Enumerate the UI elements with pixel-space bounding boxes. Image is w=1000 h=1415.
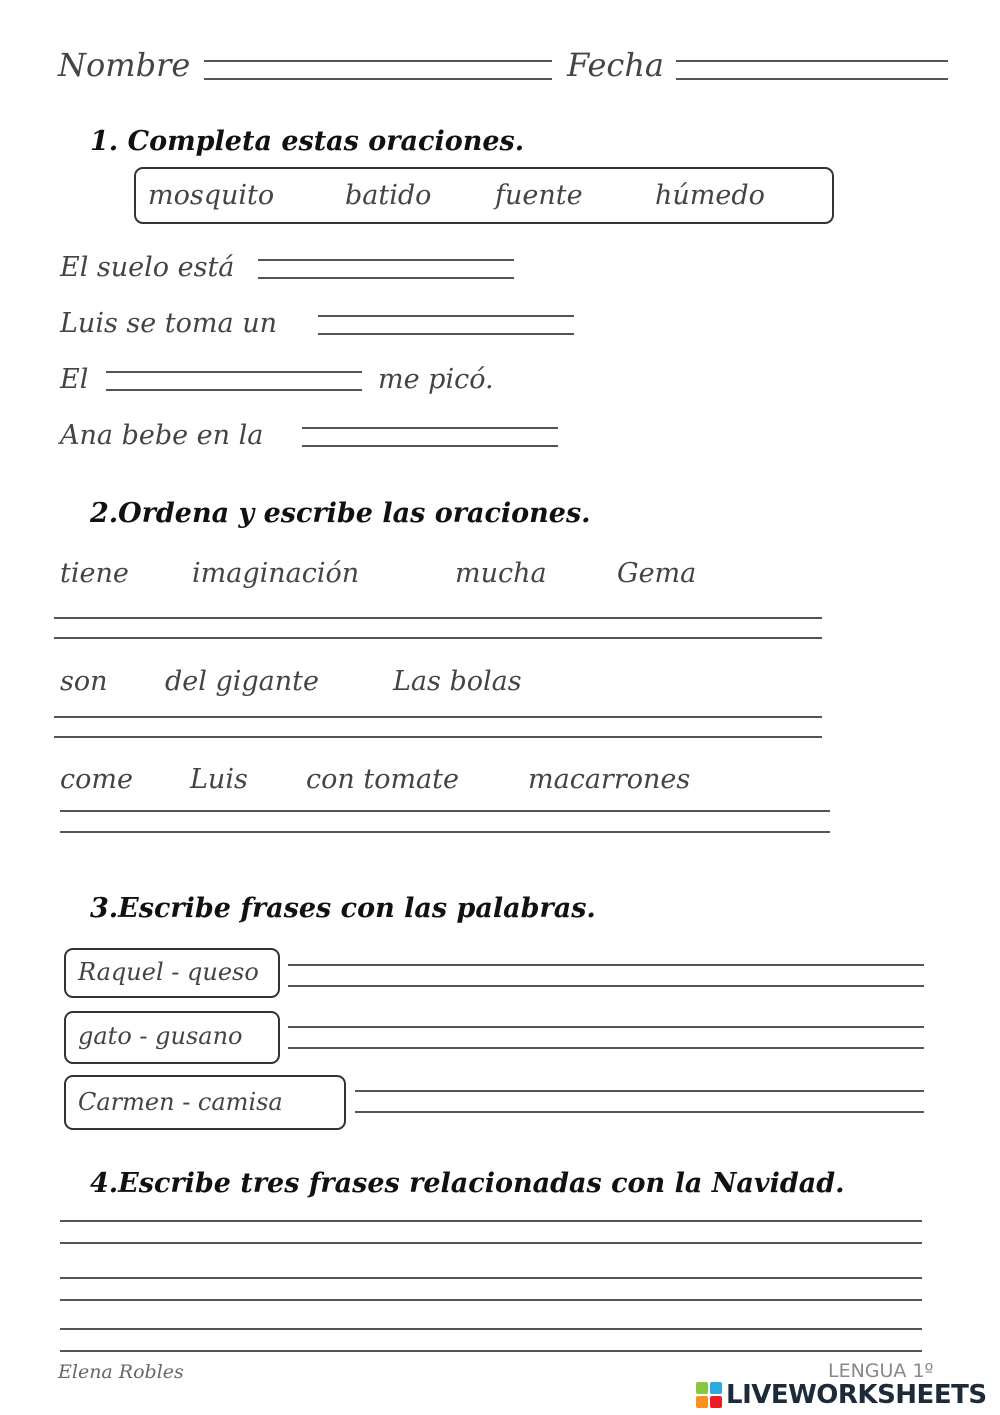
section1-title: 1. Completa estas oraciones.: [90, 126, 525, 157]
sentence-1-answer-line[interactable]: [258, 277, 514, 279]
subject-label: LENGUA 1º: [828, 1360, 934, 1382]
date-line-bottom[interactable]: [676, 78, 948, 80]
scrambled-word: son: [60, 666, 108, 697]
liveworksheets-icon: [696, 1382, 722, 1408]
word-bank-item: mosquito: [148, 180, 275, 211]
sentence-2-answer-line[interactable]: [318, 333, 574, 335]
order-2-line-top: [54, 716, 822, 718]
section2-title: 2.Ordena y escribe las oraciones.: [90, 498, 591, 529]
liveworksheets-brand: LIVEWORKSHEETS: [726, 1380, 987, 1410]
scrambled-word: Gema: [617, 558, 697, 589]
section3-title: 3.Escribe frases con las palabras.: [90, 893, 596, 924]
sentence-3-answer-line[interactable]: [106, 389, 362, 391]
scrambled-word: tiene: [60, 558, 129, 589]
sentence-4-answer-line[interactable]: [302, 445, 558, 447]
scrambled-word: mucha: [455, 558, 547, 589]
name-line-bottom[interactable]: [204, 78, 552, 80]
pair-3-line-top: [355, 1090, 924, 1092]
scrambled-word: del gigante: [165, 666, 319, 697]
sentence-4-line-top: [302, 427, 558, 429]
order-3-answer-line[interactable]: [60, 831, 830, 833]
order-1-line-top: [54, 617, 822, 619]
order-3-line-top: [60, 810, 830, 812]
scrambled-word: come: [60, 764, 133, 795]
sentence-2-text: Luis se toma un: [60, 308, 277, 339]
navidad-2-line-top: [60, 1277, 922, 1279]
pair-3-answer-line[interactable]: [355, 1111, 924, 1113]
pair-2-answer-line[interactable]: [288, 1047, 924, 1049]
sentence-1-line-top: [258, 259, 514, 261]
scrambled-word: macarrones: [528, 764, 691, 795]
sentence-2-line-top: [318, 315, 574, 317]
scrambled-word: con tomate: [306, 764, 459, 795]
sentence-3-text: El: [60, 364, 89, 395]
sentence-3-ending: me picó.: [378, 364, 494, 395]
navidad-1-answer-line[interactable]: [60, 1242, 922, 1244]
sentence-1-text: El suelo está: [60, 252, 235, 283]
date-label: Fecha: [567, 46, 664, 84]
word-pair-text: Raquel - queso: [78, 958, 259, 986]
word-bank-item: batido: [345, 180, 432, 211]
order-2-answer-line[interactable]: [54, 736, 822, 738]
navidad-3-line-top: [60, 1328, 922, 1330]
word-bank-item: fuente: [495, 180, 583, 211]
sentence-3-line-top: [106, 371, 362, 373]
scrambled-word: imaginación: [192, 558, 360, 589]
sentence-4-text: Ana bebe en la: [60, 420, 264, 451]
word-pair-text: Carmen - camisa: [78, 1088, 283, 1116]
pair-2-line-top: [288, 1026, 924, 1028]
navidad-3-answer-line[interactable]: [60, 1350, 922, 1352]
navidad-1-line-top: [60, 1220, 922, 1222]
date-line-top: [676, 60, 948, 62]
pair-1-line-top: [288, 964, 924, 966]
pair-1-answer-line[interactable]: [288, 985, 924, 987]
word-pair-text: gato - gusano: [78, 1022, 243, 1050]
name-line-top: [204, 60, 552, 62]
scrambled-word: Las bolas: [393, 666, 522, 697]
word-bank-item: húmedo: [655, 180, 765, 211]
liveworksheets-logo[interactable]: [696, 1380, 992, 1410]
scrambled-word: Luis: [190, 764, 248, 795]
order-1-answer-line[interactable]: [54, 637, 822, 639]
author-name: Elena Robles: [58, 1361, 184, 1383]
name-label: Nombre: [58, 46, 191, 84]
section4-title: 4.Escribe tres frases relacionadas con la Navidad.: [90, 1168, 845, 1199]
navidad-2-answer-line[interactable]: [60, 1299, 922, 1301]
